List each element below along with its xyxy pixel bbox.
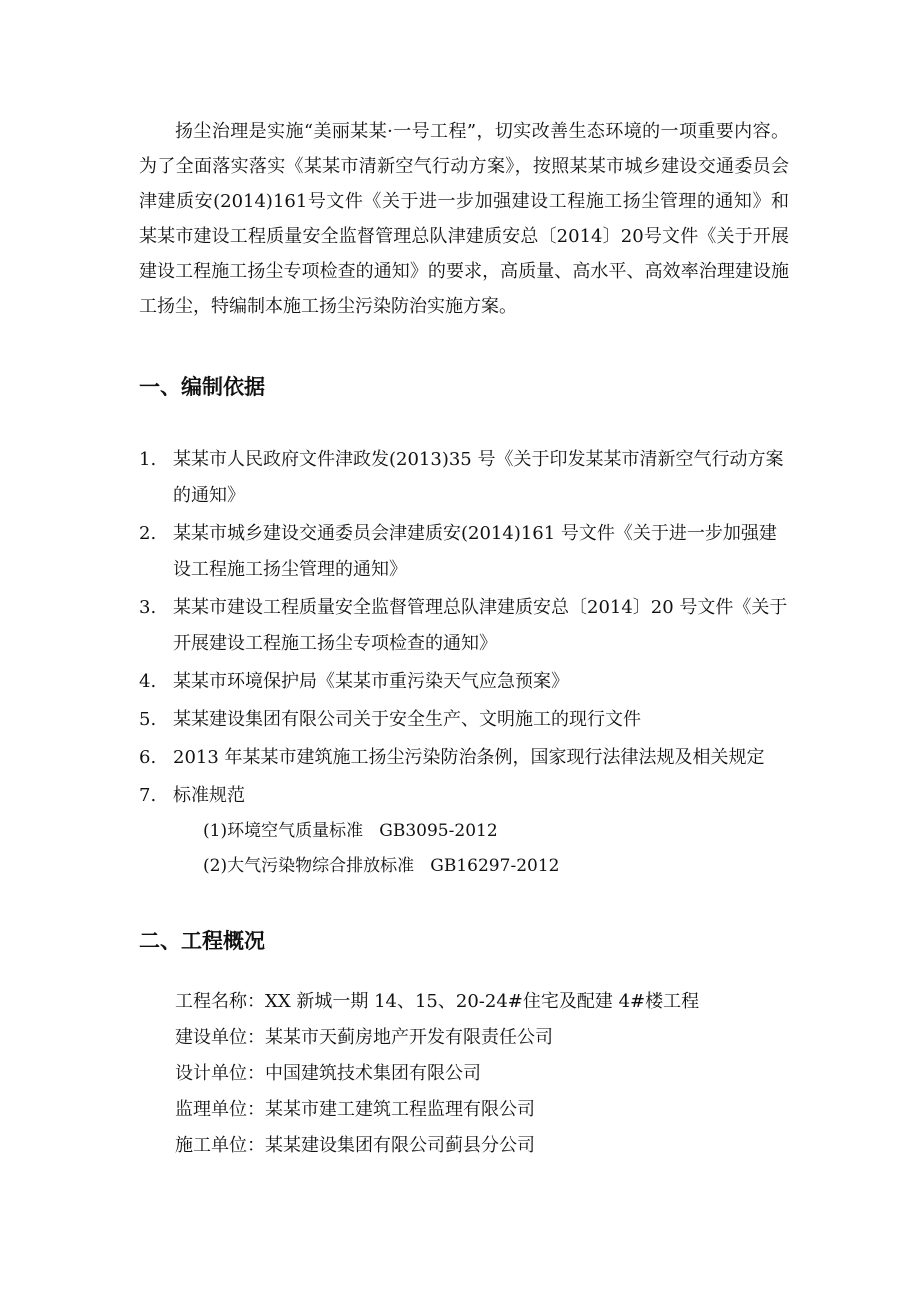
list-item-text: 某某市人民政府文件津政发(2013)35 号《关于印发某某市清新空气行动方案的通知》 [173, 449, 784, 506]
list-item-number: 6. [139, 747, 157, 768]
list-item-text: 标准规范 [173, 785, 245, 806]
overview-row-project-name: 工程名称：XX 新城一期 14、15、20-24#住宅及配建 4#楼工程 [175, 991, 700, 1012]
overview-row-supervisor: 监理单位：某某市建工建筑工程监理有限公司 [175, 1099, 535, 1120]
overview-row-contractor: 施工单位：某某建设集团有限公司蓟县分公司 [175, 1135, 535, 1156]
section-heading-basis: 一、编制依据 [139, 375, 265, 399]
list-item-text: 2013 年某某市建筑施工扬尘污染防治条例，国家现行法律法规及相关规定 [173, 747, 765, 768]
list-item [139, 516, 789, 588]
list-item [139, 664, 789, 700]
list-item-number: 2. [139, 523, 157, 544]
list-item-text: 某某建设集团有限公司关于安全生产、文明施工的现行文件 [173, 709, 641, 730]
list-item-number: 4. [139, 671, 157, 692]
basis-list [139, 442, 789, 886]
overview-row-developer: 建设单位：某某市天蓟房地产开发有限责任公司 [175, 1027, 553, 1048]
list-item-number: 7. [139, 785, 157, 806]
list-item-text: 某某市环境保护局《某某市重污染天气应急预案》 [173, 671, 569, 692]
list-item [139, 740, 789, 776]
list-item-number: 3. [139, 597, 157, 618]
list-item [139, 590, 789, 662]
standard-item: (2)大气污染物综合排放标准 GB16297-2012 [203, 856, 560, 876]
list-item-text: 某某市城乡建设交通委员会津建质安(2014)161 号文件《关于进一步加强建设工程施工扬尘管理的通知》 [173, 523, 777, 580]
list-item [139, 702, 789, 738]
standards-list [173, 814, 789, 884]
project-overview-list [175, 984, 699, 1164]
list-item-text: 某某市建设工程质量安全监督管理总队津建质安总〔2014〕20 号文件《关于开展建设工程施工扬尘专项检查的通知》 [173, 597, 788, 654]
section-heading-overview: 二、工程概况 [139, 929, 265, 953]
standard-item: (1)环境空气质量标准 GB3095-2012 [203, 821, 498, 841]
list-item [139, 778, 789, 884]
list-item [139, 442, 789, 514]
intro-paragraph: 扬尘治理是实施“美丽某某·一号工程”，切实改善生态环境的一项重要内容。为了全面落实落实《某某市清新空气行动方案》，按照某某市城乡建设交通委员会津建质安(2014)161号文件《关于进一步加强建设工程施工扬尘管理的通知》和某某市建设工程质量安全监督管理总队津建质安总〔2014〕20号文件《关于开展建设工程施工扬尘专项检查的通知》的要求，高质量、高水平、高效率治理建设施工扬尘，特编制本施工扬尘污染防治实施方案。 [139, 121, 789, 317]
overview-row-designer: 设计单位：中国建筑技术集团有限公司 [175, 1063, 481, 1084]
list-item-number: 5. [139, 709, 157, 730]
list-item-number: 1. [139, 449, 157, 470]
